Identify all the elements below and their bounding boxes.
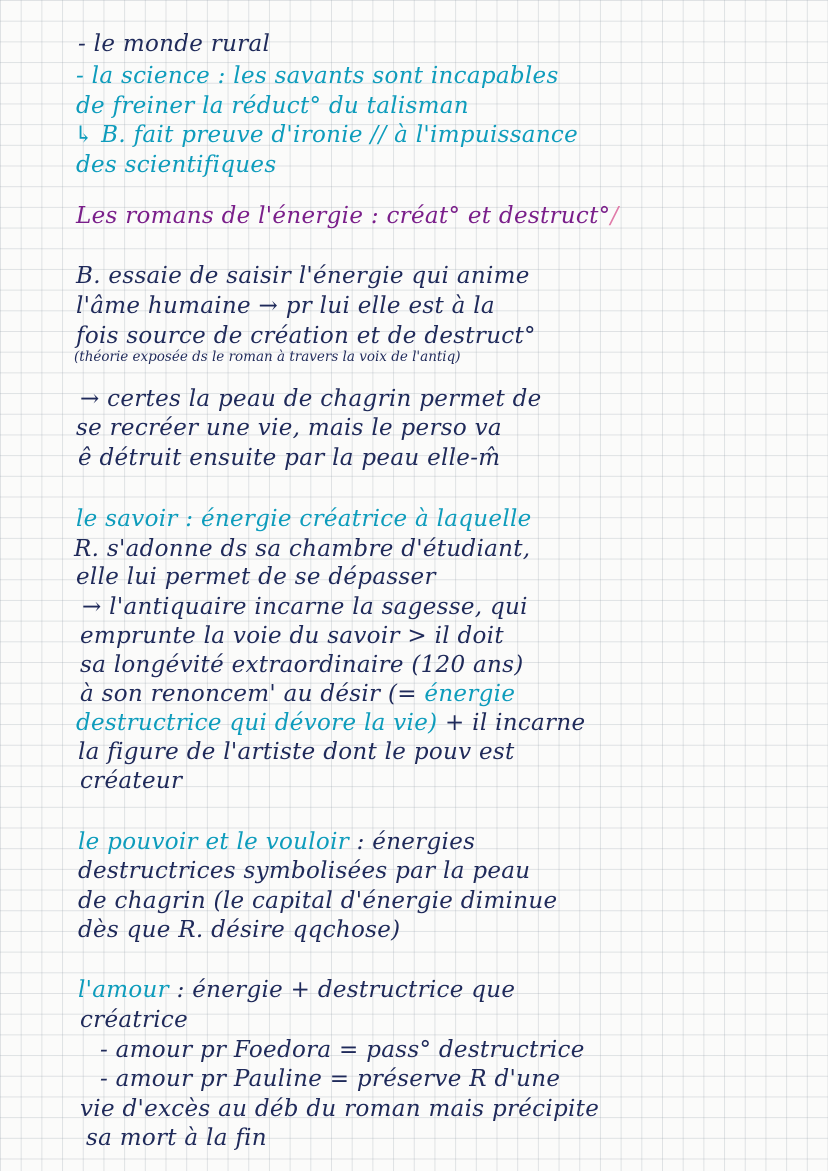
note-line-21-tail: + il incarne — [437, 710, 586, 736]
subheading-love-main: l'amour — [78, 977, 169, 1003]
subheading-power-will-main: le pouvoir et le vouloir — [78, 829, 350, 855]
note-line-20-main: à son renoncem' au désir (= — [80, 681, 425, 707]
note-line-19: sa longévité extraordinaire (120 ans) — [80, 652, 524, 678]
note-line-27: dès que R. désire qqchose) — [78, 917, 401, 943]
note-line-17: → l'antiquaire incarne la sagesse, qui — [82, 594, 528, 620]
subheading-knowledge: le savoir : énergie créatrice à laquelle — [76, 506, 532, 532]
heading-text: Les romans de l'énergie : créat° et destruct° — [76, 203, 611, 229]
note-line-20 — [80, 680, 515, 708]
note-line-1: - le monde rural — [78, 31, 271, 57]
note-line-8: l'âme humaine → pr lui elle est à la — [76, 293, 495, 319]
note-line-30: - amour pr Foedora = pass° destructrice — [100, 1037, 585, 1063]
note-line-33: sa mort à la fin — [86, 1125, 267, 1151]
note-line-32: vie d'excès au déb du roman mais précipite — [80, 1096, 600, 1122]
note-line-3: de freiner la réduct° du talisman — [76, 93, 469, 119]
note-line-5: des scientifiques — [76, 152, 277, 178]
note-line-29: créatrice — [80, 1007, 188, 1033]
note-line-7: B. essaie de saisir l'énergie qui anime — [76, 263, 530, 289]
note-line-12: se recréer une vie, mais le perso va — [76, 415, 502, 441]
note-line-10-aside: (théorie exposée ds le roman à travers la voix de l'antiq) — [74, 349, 461, 365]
subheading-power-will-tail: : énergies — [349, 829, 476, 855]
note-line-2: - la science : les savants sont incapables — [76, 63, 559, 89]
heading-highlight-mark: / — [610, 203, 619, 229]
note-line-20-tail: énergie — [424, 681, 516, 707]
subheading-power-will — [78, 828, 475, 856]
note-line-15: R. s'adonne ds sa chambre d'étudiant, — [74, 536, 531, 562]
note-line-9: fois source de création et de destruct° — [76, 323, 536, 349]
note-line-21 — [76, 709, 585, 737]
subheading-love-tail: : énergie + destructrice que — [168, 977, 516, 1003]
note-line-22: la figure de l'artiste dont le pouv est — [78, 739, 515, 765]
note-line-31: - amour pr Pauline = préserve R d'une — [100, 1066, 561, 1092]
note-line-13: ê détruit ensuite par la peau elle-m̂ — [78, 445, 501, 471]
note-line-25: destructrices symbolisées par la peau — [78, 858, 531, 884]
note-line-21-main: destructrice qui dévore la vie) — [76, 710, 438, 736]
section-heading-energy-novels — [76, 202, 619, 230]
note-line-16: elle lui permet de se dépasser — [76, 564, 436, 590]
note-line-26: de chagrin (le capital d'énergie diminue — [78, 888, 558, 914]
subheading-love — [78, 976, 515, 1004]
note-line-18: emprunte la voie du savoir > il doit — [80, 623, 504, 649]
note-line-23: créateur — [80, 768, 183, 794]
note-line-4: ↳ B. fait preuve d'ironie // à l'impuissance — [74, 122, 579, 148]
note-line-11: → certes la peau de chagrin permet de — [80, 386, 542, 412]
